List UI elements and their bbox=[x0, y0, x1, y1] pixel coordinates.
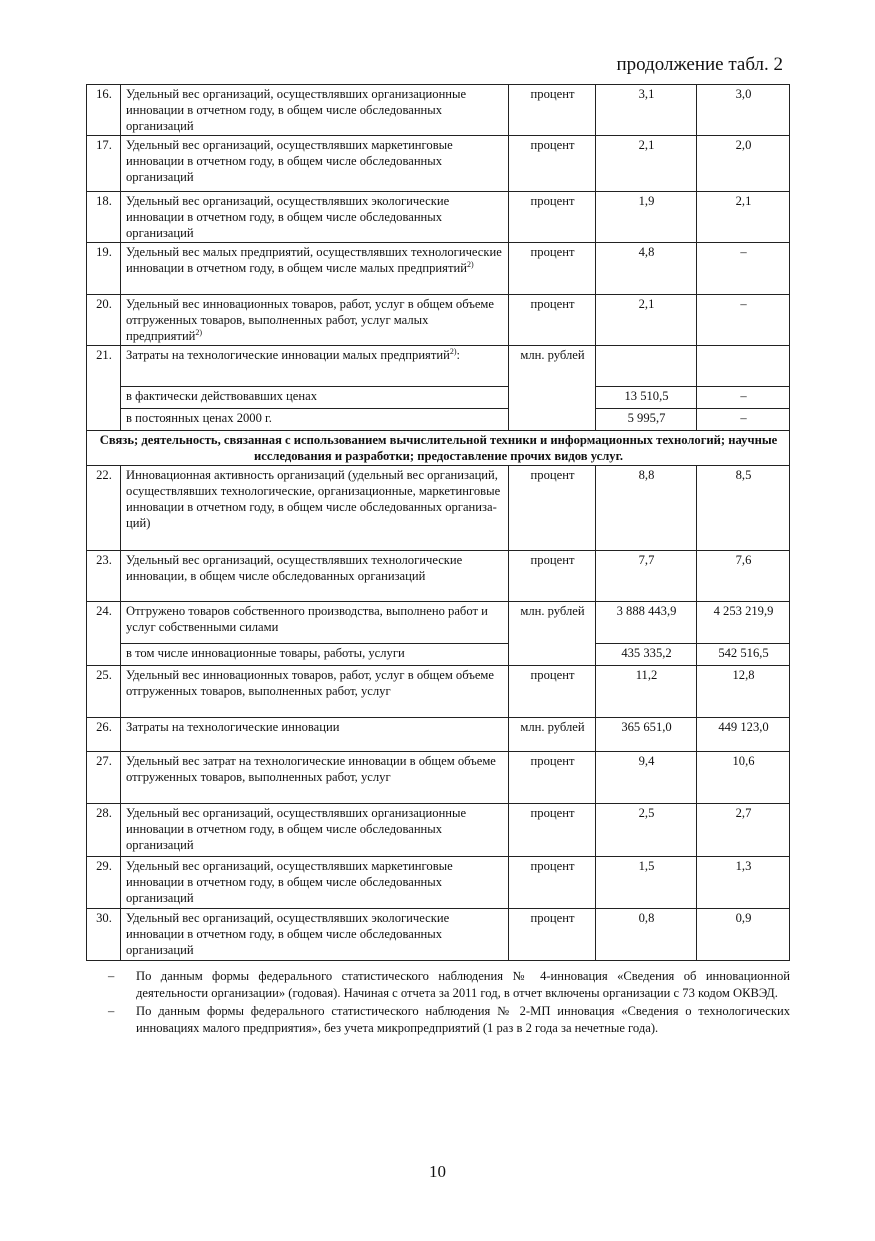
row-number: 21. bbox=[87, 346, 121, 431]
row-number: 30. bbox=[87, 909, 121, 961]
subrow-description: в том числе инновационные товары, работы, услуги bbox=[121, 644, 509, 666]
value-cell: 4,8 bbox=[596, 243, 697, 295]
page-number: 10 bbox=[429, 1162, 446, 1181]
table-row bbox=[87, 192, 790, 243]
value-cell: 542 516,5 bbox=[697, 644, 790, 666]
row-number: 22. bbox=[87, 466, 121, 551]
row-number: 18. bbox=[87, 192, 121, 243]
row-description: Удельный вес организаций, осуществлявших маркетинговые инновации в отчетном году, в общем числе обследованных организаций bbox=[121, 857, 509, 909]
value-cell: 7,7 bbox=[596, 551, 697, 602]
row-unit: млн. рублей bbox=[509, 346, 596, 431]
row-unit: процент bbox=[509, 752, 596, 804]
row-unit: процент bbox=[509, 136, 596, 192]
value-cell: 2,0 bbox=[697, 136, 790, 192]
table-row bbox=[87, 666, 790, 718]
value-cell: 13 510,5 bbox=[596, 387, 697, 409]
value-cell: 0,8 bbox=[596, 909, 697, 961]
table-subrow bbox=[87, 644, 790, 666]
section-header-row bbox=[87, 431, 790, 466]
row-unit: процент bbox=[509, 466, 596, 551]
row-number: 23. bbox=[87, 551, 121, 602]
value-cell: 2,1 bbox=[596, 295, 697, 346]
value-cell: 3 888 443,9 bbox=[596, 602, 697, 644]
row-description: Удельный вес затрат на технологические инновации в общем объеме отгруженных товаров, выполненных работ, услуг bbox=[121, 752, 509, 804]
row-unit: процент bbox=[509, 909, 596, 961]
table-row bbox=[87, 295, 790, 346]
table-row bbox=[87, 804, 790, 857]
value-cell: 3,1 bbox=[596, 85, 697, 136]
row-number: 17. bbox=[87, 136, 121, 192]
row-description: Отгружено товаров собственного производства, выполнено работ и услуг собственными силами bbox=[121, 602, 509, 644]
description-text: Удельный вес малых предприятий, осуществлявших технологические инновации в отчетном году, в общем числе малых предприятий bbox=[126, 245, 502, 275]
description-colon: : bbox=[456, 348, 461, 362]
row-unit: процент bbox=[509, 192, 596, 243]
row-number: 20. bbox=[87, 295, 121, 346]
value-cell: 3,0 bbox=[697, 85, 790, 136]
value-cell: 1,9 bbox=[596, 192, 697, 243]
footnote bbox=[108, 1003, 790, 1037]
table-row bbox=[87, 909, 790, 961]
table-row bbox=[87, 752, 790, 804]
row-number: 16. bbox=[87, 85, 121, 136]
table-row bbox=[87, 602, 790, 644]
row-description: Инновационная активность организаций (удельный вес организаций, осуществлявших технологические, организационные, маркетинговые инновации в отчетном году, в общем числе обследованных организаций) bbox=[121, 466, 509, 551]
table-row bbox=[87, 136, 790, 192]
value-cell: – bbox=[697, 243, 790, 295]
row-description: Удельный вес организаций, осуществлявших технологические инновации, в общем числе обследованных организаций bbox=[121, 551, 509, 602]
row-unit: млн. рублей bbox=[509, 602, 596, 666]
value-cell: 365 651,0 bbox=[596, 718, 697, 752]
row-unit: процент bbox=[509, 857, 596, 909]
value-cell: 2,1 bbox=[697, 192, 790, 243]
footnote-mark: 2) bbox=[466, 259, 474, 269]
row-unit: процент bbox=[509, 295, 596, 346]
value-cell: 435 335,2 bbox=[596, 644, 697, 666]
value-cell: 2,5 bbox=[596, 804, 697, 857]
footnote-mark: 2) bbox=[195, 327, 203, 337]
row-description: Удельный вес организаций, осуществлявших организационные инновации в отчетном году, в общем числе обследованных организаций bbox=[121, 85, 509, 136]
value-cell: 8,8 bbox=[596, 466, 697, 551]
row-description bbox=[121, 295, 509, 346]
row-description bbox=[121, 243, 509, 295]
value-cell: 2,1 bbox=[596, 136, 697, 192]
footnote bbox=[108, 968, 790, 1002]
value-cell: 5 995,7 bbox=[596, 409, 697, 431]
description-text: Удельный вес инновационных товаров, работ, услуг в общем объеме отгруженных товаров, выполненных работ, услуг малых предприятий bbox=[126, 297, 494, 343]
value-cell: 0,9 bbox=[697, 909, 790, 961]
value-cell: 1,3 bbox=[697, 857, 790, 909]
value-cell: 12,8 bbox=[697, 666, 790, 718]
table-row bbox=[87, 718, 790, 752]
table-row bbox=[87, 85, 790, 136]
row-unit: процент bbox=[509, 85, 596, 136]
table-row bbox=[87, 551, 790, 602]
value-cell: 449 123,0 bbox=[697, 718, 790, 752]
row-number: 29. bbox=[87, 857, 121, 909]
row-number: 24. bbox=[87, 602, 121, 666]
description-text: Затраты на технологические инновации малых предприятий bbox=[126, 348, 450, 362]
footnote-dash: – bbox=[108, 1004, 115, 1018]
section-header: Связь; деятельность, связанная с использованием вычислительной техники и информационных технологий; научные исследования и разработки; предоставление прочих видов услуг. bbox=[87, 431, 790, 466]
row-description bbox=[121, 346, 509, 387]
subrow-description: в фактически действовавших ценах bbox=[121, 387, 509, 409]
row-number: 19. bbox=[87, 243, 121, 295]
value-cell: 10,6 bbox=[697, 752, 790, 804]
value-cell bbox=[697, 346, 790, 387]
row-unit: процент bbox=[509, 804, 596, 857]
value-cell: – bbox=[697, 295, 790, 346]
row-number: 26. bbox=[87, 718, 121, 752]
row-number: 27. bbox=[87, 752, 121, 804]
statistics-table bbox=[86, 84, 790, 961]
value-cell: – bbox=[697, 409, 790, 431]
row-description: Удельный вес инновационных товаров, работ, услуг в общем объеме отгруженных товаров, выполненных работ, услуг bbox=[121, 666, 509, 718]
table-subrow bbox=[87, 409, 790, 431]
value-cell: 9,4 bbox=[596, 752, 697, 804]
footnote-mark: 2) bbox=[449, 346, 457, 356]
row-description: Удельный вес организаций, осуществлявших маркетинговые инновации в отчетном году, в общем числе обследованных организаций bbox=[121, 136, 509, 192]
value-cell: 4 253 219,9 bbox=[697, 602, 790, 644]
subrow-description: в постоянных ценах 2000 г. bbox=[121, 409, 509, 431]
footnote-dash: – bbox=[108, 969, 115, 983]
value-cell: 11,2 bbox=[596, 666, 697, 718]
value-cell: – bbox=[697, 387, 790, 409]
table-row bbox=[87, 857, 790, 909]
row-description: Удельный вес организаций, осуществлявших экологические инновации в отчетном году, в общем числе обследованных организаций bbox=[121, 909, 509, 961]
row-description: Удельный вес организаций, осуществлявших экологические инновации в отчетном году, в общем числе обследованных организаций bbox=[121, 192, 509, 243]
row-unit: процент bbox=[509, 666, 596, 718]
row-number: 25. bbox=[87, 666, 121, 718]
continuation-label: продолжение табл. 2 bbox=[616, 54, 783, 75]
value-cell: 2,7 bbox=[697, 804, 790, 857]
row-number: 28. bbox=[87, 804, 121, 857]
table-subrow bbox=[87, 387, 790, 409]
row-description: Удельный вес организаций, осуществлявших организационные инновации в отчетном году, в общем числе обследованных организаций bbox=[121, 804, 509, 857]
table-row bbox=[87, 243, 790, 295]
value-cell: 1,5 bbox=[596, 857, 697, 909]
row-unit: млн. рублей bbox=[509, 718, 596, 752]
row-unit: процент bbox=[509, 551, 596, 602]
footnote-text: По данным формы федерального статистического наблюдения № 2-МП инновация «Сведения о технологических инновациях малого предприятия», без учета микропредприятий (1 раз в 2 года за нечетные года). bbox=[136, 1004, 790, 1035]
row-unit: процент bbox=[509, 243, 596, 295]
footnote-text: По данным формы федерального статистического наблюдения № 4-инновация «Сведения об инновационной деятельности организации» (годовая). Начиная с отчета за 2011 год, в отчет включены организации с 73 кодом ОКВЭД. bbox=[136, 969, 790, 1000]
value-cell: 8,5 bbox=[697, 466, 790, 551]
value-cell bbox=[596, 346, 697, 387]
table-row bbox=[87, 346, 790, 387]
row-description: Затраты на технологические инновации bbox=[121, 718, 509, 752]
table-row bbox=[87, 466, 790, 551]
value-cell: 7,6 bbox=[697, 551, 790, 602]
footnotes bbox=[108, 968, 790, 1038]
